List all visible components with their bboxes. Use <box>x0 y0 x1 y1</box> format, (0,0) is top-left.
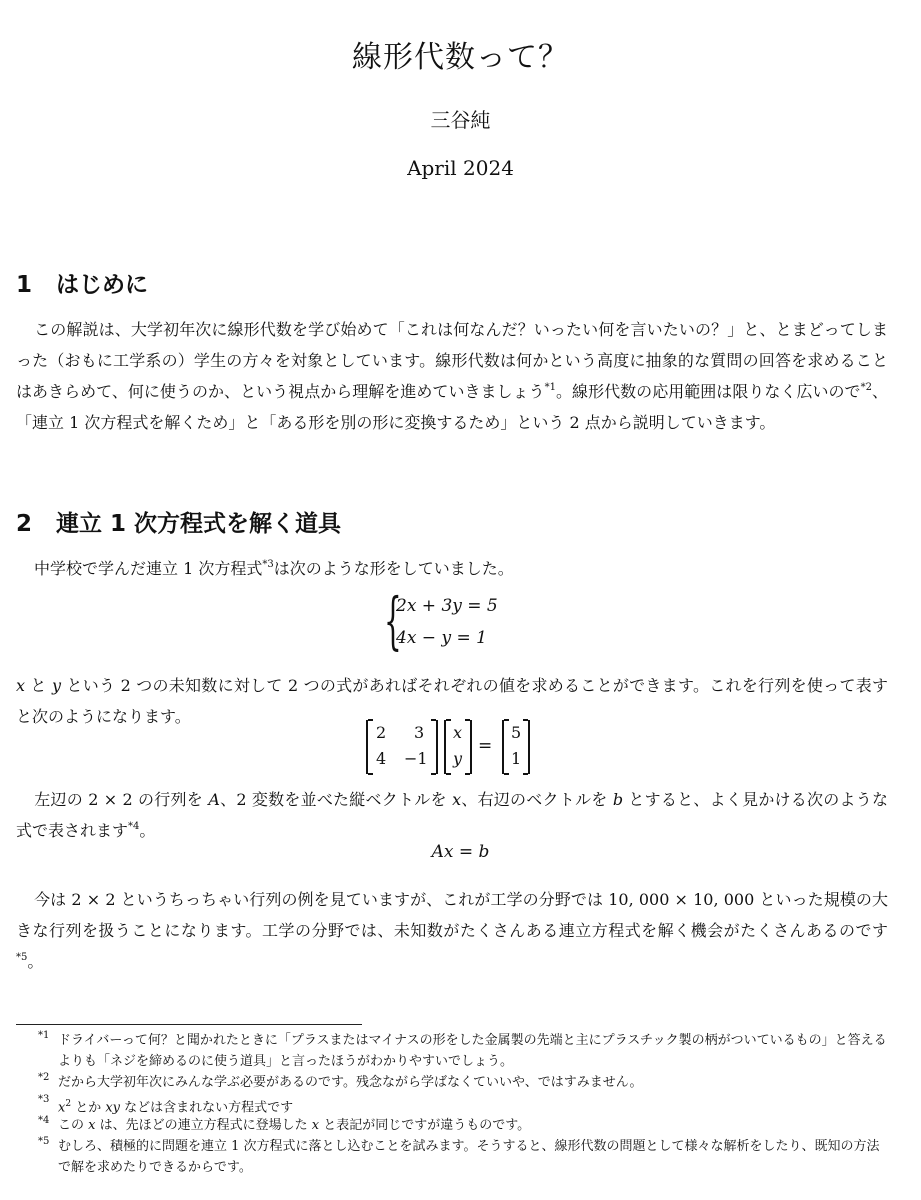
footnote-1: *1 ドライバーって何？と聞かれたときに「プラスまたはマイナスの形をした金属製の先端と主にプラスチック製の柄がついているもの」と答えるよりも「ネジを締めるのに使う道具」と言ったほうがわかりやすいでしょう。 <box>38 1030 887 1069</box>
ax-equals-b: Ax = b <box>431 842 490 862</box>
section-number: 1 <box>16 272 33 298</box>
constant-vector: 5 1 <box>502 720 530 774</box>
equation-row-2: 4x − y = 1 <box>396 628 487 648</box>
footnote-2: *2 だから大学初年次にみんな学ぶ必要があるのです。残念ながら学ばなくていいや、ではすみません。 <box>38 1072 643 1090</box>
coefficient-matrix: 2 3 4 −1 <box>366 720 438 774</box>
section-title: はじめに <box>56 272 148 298</box>
footnote-rule <box>16 1024 362 1025</box>
section-number: 2 <box>16 511 33 537</box>
section-2-paragraph-4: 今は 2 × 2 というちっちゃい行列の例を見ていますが、これが工学の分野では 10, 000 × 10, 000 といった規模の大きな行列を扱うことになります。工学の分野では、未知数がたくさんある連立方程式を解く機会がたくさんあるのです$^{*5}$。 <box>16 890 888 971</box>
footnote-ref-4[interactable]: *4 <box>128 821 140 832</box>
author-name: 三谷純 <box>430 108 491 132</box>
section-1-heading <box>16 266 148 299</box>
section-2-paragraph-1: 中学校で学んだ連立 1 次方程式$^{*3}$は次のような形をしていました。 <box>34 559 514 578</box>
footnote-3: *3 $x^2$ とか xy などは含まれない方程式です <box>38 1094 294 1116</box>
document-date: April 2024 <box>407 156 514 180</box>
equals-sign: = <box>478 736 493 756</box>
footnote-ref-1[interactable]: *1 <box>544 382 556 393</box>
section-2-heading <box>16 505 341 538</box>
left-brace: { <box>384 584 402 657</box>
footnote-ref-5[interactable]: *5 <box>16 952 28 963</box>
equation-row-1: 2x + 3y = 5 <box>396 596 498 616</box>
section-1-paragraph: この解説は、大学初年次に線形代数を学び始めて「これは何なんだ？いったい何を言いたいの？」と、とまどってしまった（おもに工学系の）学生の方々を対象としています。線形代数は何かという高度に抽象的な質問の回答を求めることはあきらめて、何に使うのか、という視点から理解を進めていきましょう$^{*1}$。線形代数の応用範囲は限りなく広いので$^{*2}$、「連立 1 次方程式を解くため」と「ある形を別の形に変換するため」という 2 点から説明していきます。 <box>16 320 888 432</box>
section-2-paragraph-3: 左辺の 2 × 2 の行列を A、2 変数を並べた縦ベクトルを x、右辺のベクトルを b とすると、よく見かける次のような式で表されます$^{*4}$。 <box>16 790 888 840</box>
document-title: 線形代数って？ <box>352 40 569 75</box>
section-2-paragraph-2: x と y という 2 つの未知数に対して 2 つの式があればそれぞれの値を求めることができます。これを行列を使って表すと次のようになります。 <box>16 676 888 726</box>
footnote-4: *4 この x は、先ほどの連立方程式に登場した x と表記が同じですが違うものです。 <box>38 1115 531 1133</box>
section-title: 連立 1 次方程式を解く道具 <box>56 511 342 537</box>
footnote-ref-3[interactable]: *3 <box>262 559 274 570</box>
variable-vector: x y <box>444 720 472 774</box>
footnote-5: *5 むしろ、積極的に問題を連立 1 次方程式に落とし込むことを試みます。そうすると、線形代数の問題として様々な解析をしたり、既知の方法で解を求めたりできるからです。 <box>38 1136 880 1175</box>
footnote-ref-2[interactable]: *2 <box>860 382 872 393</box>
